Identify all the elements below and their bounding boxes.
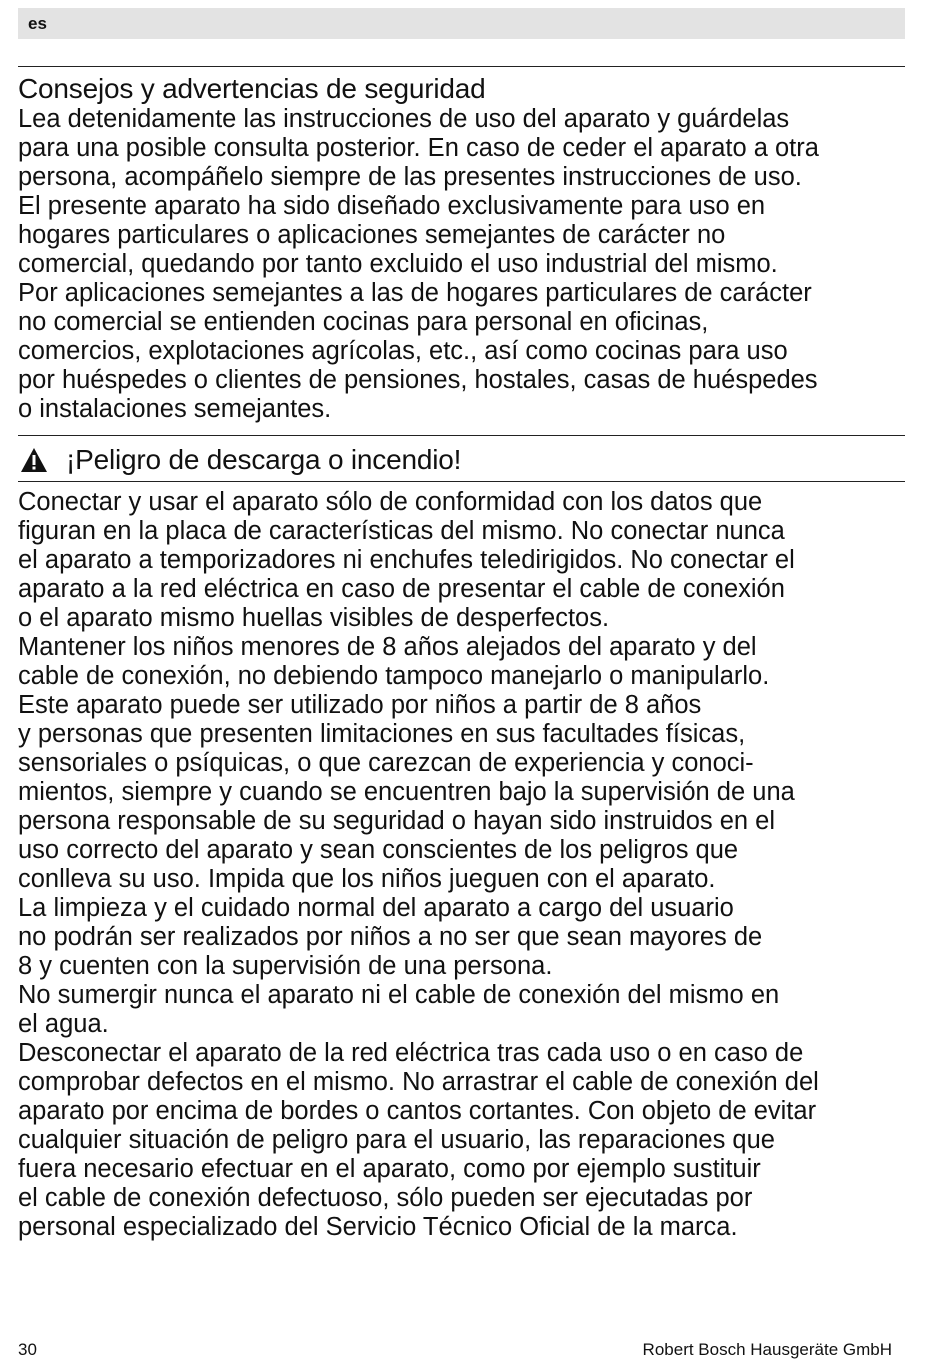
warning-paragraph — [18, 691, 913, 894]
text-line: y personas que presenten limitaciones en sus facultades físicas, — [18, 720, 746, 748]
text-line: 8 y cuenten con la supervisión de una persona. — [18, 952, 553, 980]
warning-triangle-icon — [20, 447, 48, 473]
text-line: por huéspedes o clientes de pensiones, hostales, casas de huéspedes — [18, 366, 818, 394]
text-line: para una posible consulta posterior. En caso de ceder el aparato a otra — [18, 134, 819, 162]
text-line: o instalaciones semejantes. — [18, 395, 332, 423]
text-line: uso correcto del aparato y sean conscientes de los peligros que — [18, 836, 739, 864]
text-line: persona, acompáñelo siempre de las presentes instrucciones de uso. — [18, 163, 802, 191]
company-name: Robert Bosch Hausgeräte GmbH — [642, 1340, 892, 1359]
text-line: fuera necesario efectuar en el aparato, como por ejemplo sustituir — [18, 1155, 761, 1183]
text-line: cable de conexión, no debiendo tampoco manejarlo o manipularlo. — [18, 662, 770, 690]
text-line: Este aparato puede ser utilizado por niños a partir de 8 años — [18, 691, 702, 719]
text-line: personal especializado del Servicio Técnico Oficial de la marca. — [18, 1213, 738, 1241]
language-bar — [18, 8, 905, 39]
section-divider-top — [18, 66, 905, 67]
page-number: 30 — [18, 1340, 37, 1359]
warning-paragraph — [18, 981, 913, 1039]
text-line: el aparato a temporizadores ni enchufes teledirigidos. No conectar el — [18, 546, 795, 574]
text-line: hogares particulares o aplicaciones semejantes de carácter no — [18, 221, 726, 249]
text-line: aparato por encima de bordes o cantos cortantes. Con objeto de evitar — [18, 1097, 817, 1125]
text-line: El presente aparato ha sido diseñado exclusivamente para uso en — [18, 192, 766, 220]
text-line: persona responsable de su seguridad o hayan sido instruidos en el — [18, 807, 776, 835]
safety-paragraph — [18, 192, 913, 424]
safety-text — [18, 105, 913, 424]
warning-paragraph — [18, 488, 913, 633]
text-line: Por aplicaciones semejantes a las de hogares particulares de carácter — [18, 279, 812, 307]
text-line: cualquier situación de peligro para el usuario, las reparaciones que — [18, 1126, 775, 1154]
text-line: aparato a la red eléctrica en caso de presentar el cable de conexión — [18, 575, 785, 603]
text-line: conlleva su uso. Impida que los niños jueguen con el aparato. — [18, 865, 716, 893]
warning-divider-top — [18, 435, 905, 436]
text-line: Desconectar el aparato de la red eléctrica tras cada uso o en caso de — [18, 1039, 804, 1067]
warning-title: ¡Peligro de descarga o incendio! — [66, 444, 462, 475]
text-line: Conectar y usar el aparato sólo de conformidad con los datos que — [18, 488, 763, 516]
text-line: el cable de conexión defectuoso, sólo pueden ser ejecutadas por — [18, 1184, 753, 1212]
text-line: figuran en la placa de características del mismo. No conectar nunca — [18, 517, 785, 545]
text-line: comercial, quedando por tanto excluido el uso industrial del mismo. — [18, 250, 778, 278]
text-line: sensoriales o psíquicas, o que carezcan de experiencia y conoci- — [18, 749, 754, 777]
text-line: no podrán ser realizados por niños a no ser que sean mayores de — [18, 923, 763, 951]
language-code: es — [28, 14, 47, 33]
text-line: Mantener los niños menores de 8 años alejados del aparato y del — [18, 633, 757, 661]
text-line: no comercial se entienden cocinas para personal en oficinas, — [18, 308, 709, 336]
warning-text — [18, 488, 913, 1242]
text-line: comercios, explotaciones agrícolas, etc., así como cocinas para uso — [18, 337, 788, 365]
text-line: mientos, siempre y cuando se encuentren bajo la supervisión de una — [18, 778, 795, 806]
warning-divider-bottom — [18, 481, 905, 482]
warning-paragraph — [18, 633, 913, 691]
safety-title: Consejos y advertencias de seguridad — [18, 73, 486, 104]
warning-paragraph — [18, 1039, 913, 1242]
text-line: o el aparato mismo huellas visibles de desperfectos. — [18, 604, 610, 632]
text-line: comprobar defectos en el mismo. No arrastrar el cable de conexión del — [18, 1068, 819, 1096]
safety-paragraph — [18, 105, 913, 192]
text-line: La limpieza y el cuidado normal del aparato a cargo del usuario — [18, 894, 734, 922]
text-line: el agua. — [18, 1010, 109, 1038]
text-line: Lea detenidamente las instrucciones de uso del aparato y guárdelas — [18, 105, 790, 133]
text-line: No sumergir nunca el aparato ni el cable de conexión del mismo en — [18, 981, 780, 1009]
warning-paragraph — [18, 894, 913, 981]
